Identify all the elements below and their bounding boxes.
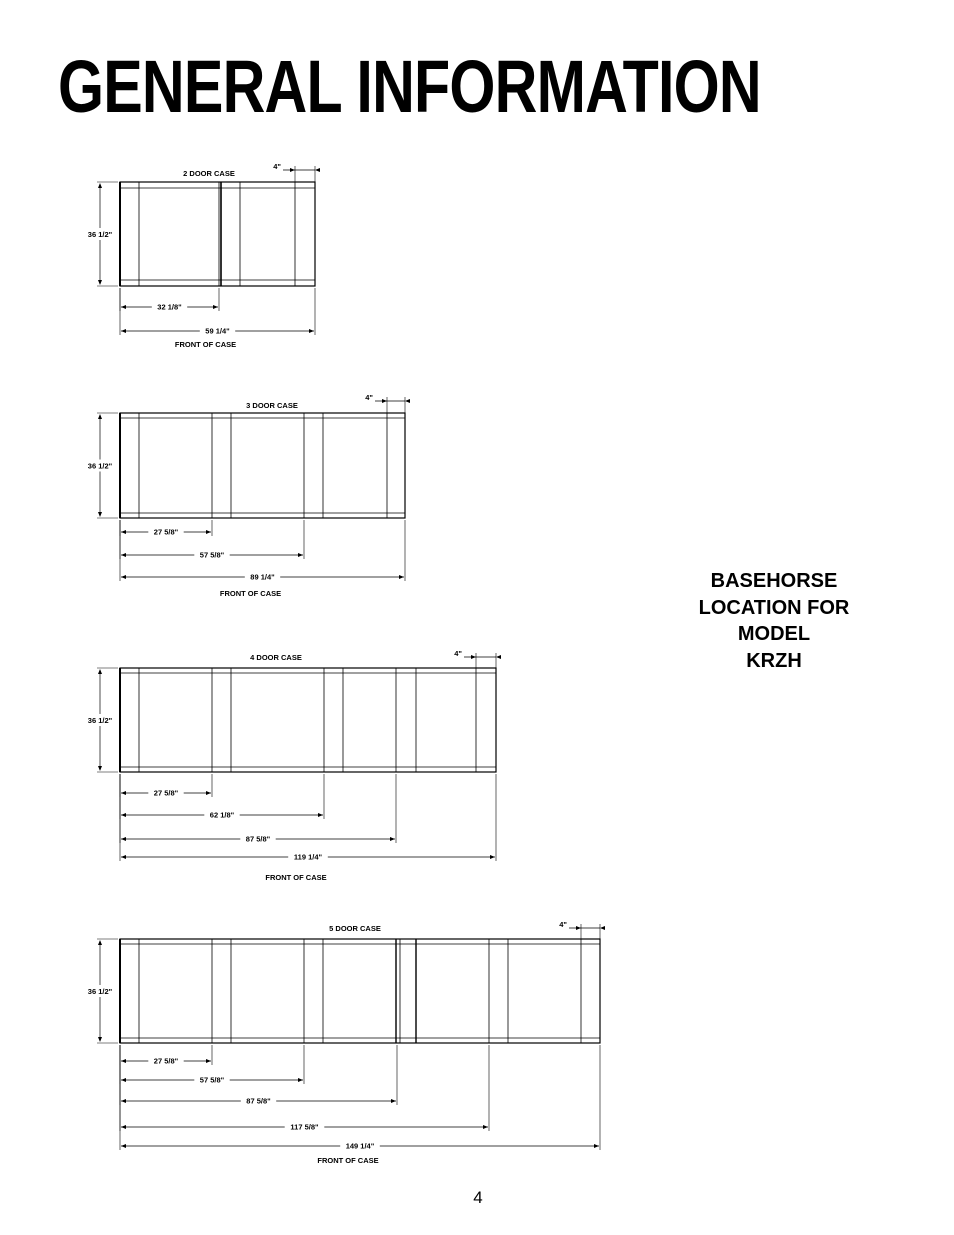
arrow-head — [121, 1078, 126, 1082]
arrow-head — [471, 655, 476, 659]
dimension-label: 27 5/8" — [153, 1056, 179, 1066]
arrow-head — [121, 329, 126, 333]
arrow-head — [121, 530, 126, 534]
arrow-head — [98, 280, 102, 285]
arrow-head — [206, 1059, 211, 1063]
front-of-case-label: FRONT OF CASE — [174, 340, 237, 349]
arrow-head — [594, 1144, 599, 1148]
heading-line: LOCATION FOR — [698, 596, 850, 619]
front-of-case-label: FRONT OF CASE — [265, 873, 327, 882]
dimension-label: 32 1/8" — [157, 302, 182, 312]
front-of-case-label: FRONT OF CASE — [317, 1156, 379, 1165]
dimension-label: 27 5/8" — [153, 788, 179, 798]
arrow-head — [382, 399, 387, 403]
dimension-label: 57 5/8" — [199, 1075, 225, 1085]
height-label: 36 1/2" — [87, 230, 113, 239]
page-title: GENERAL INFORMATION — [58, 45, 761, 128]
arrow-head — [298, 553, 303, 557]
arrow-head — [213, 305, 218, 309]
arrow-head — [98, 766, 102, 771]
dimension-label: 87 5/8" — [245, 834, 271, 844]
arrow-head — [206, 791, 211, 795]
arrow-head — [121, 553, 126, 557]
arrow-head — [399, 575, 404, 579]
arrow-head — [121, 305, 126, 309]
heading-line: MODEL — [737, 623, 811, 645]
dimension-label: 149 1/4" — [345, 1141, 375, 1151]
dimension-label: 89 1/4" — [250, 572, 275, 582]
arrow-head — [490, 855, 495, 859]
dimension-label: 57 5/8" — [199, 550, 225, 560]
basehorse-heading — [664, 568, 884, 674]
end-label: 4" — [559, 920, 567, 929]
arrow-head — [206, 530, 211, 534]
arrow-head — [318, 813, 323, 817]
arrow-head — [600, 926, 605, 930]
case-title: 3 DOOR CASE — [246, 401, 298, 410]
end-label: 4" — [365, 393, 373, 402]
arrow-head — [121, 575, 126, 579]
arrow-head — [98, 940, 102, 945]
arrow-head — [98, 1037, 102, 1042]
arrow-head — [309, 329, 314, 333]
dimension-label: 87 5/8" — [246, 1096, 271, 1106]
arrow-head — [496, 655, 501, 659]
arrow-head — [121, 791, 126, 795]
heading-line: BASEHORSE — [710, 570, 838, 592]
arrow-head — [391, 1099, 396, 1103]
arrow-head — [405, 399, 410, 403]
arrow-head — [298, 1078, 303, 1082]
dimension-label: 27 5/8" — [153, 527, 179, 537]
arrow-head — [390, 837, 395, 841]
arrow-head — [98, 512, 102, 517]
dimension-label: 62 1/8" — [209, 810, 235, 820]
case-title: 4 DOOR CASE — [250, 653, 302, 662]
height-label: 36 1/2" — [87, 987, 113, 996]
heading-line: KRZH — [746, 649, 802, 672]
case-outline — [120, 413, 405, 518]
arrow-head — [121, 855, 126, 859]
arrow-head — [98, 669, 102, 674]
case-diagram — [86, 920, 605, 1165]
case-outline — [120, 939, 600, 1043]
case-diagram — [86, 393, 410, 598]
arrow-head — [121, 1144, 126, 1148]
end-label: 4" — [273, 162, 281, 171]
case-title: 5 DOOR CASE — [329, 924, 381, 933]
case-diagram — [86, 649, 501, 882]
arrow-head — [576, 926, 581, 930]
arrow-head — [121, 1059, 126, 1063]
case-outline — [120, 182, 315, 286]
height-label: 36 1/2" — [87, 461, 113, 471]
arrow-head — [121, 1125, 126, 1129]
arrow-head — [121, 837, 126, 841]
arrow-head — [98, 183, 102, 188]
case-title: 2 DOOR CASE — [183, 169, 235, 178]
front-of-case-label: FRONT OF CASE — [219, 589, 282, 598]
arrow-head — [483, 1125, 488, 1129]
arrow-head — [121, 1099, 126, 1103]
dimension-label: 59 1/4" — [205, 326, 230, 336]
page-number: 4 — [473, 1188, 483, 1207]
arrow-head — [315, 168, 320, 172]
height-label: 36 1/2" — [87, 716, 113, 725]
dimension-label: 117 5/8" — [290, 1122, 319, 1132]
case-outline — [120, 668, 496, 772]
case-diagram — [86, 162, 320, 349]
arrow-head — [121, 813, 126, 817]
end-label: 4" — [454, 649, 462, 658]
dimension-label: 119 1/4" — [293, 852, 323, 862]
arrow-head — [98, 414, 102, 419]
arrow-head — [290, 168, 295, 172]
